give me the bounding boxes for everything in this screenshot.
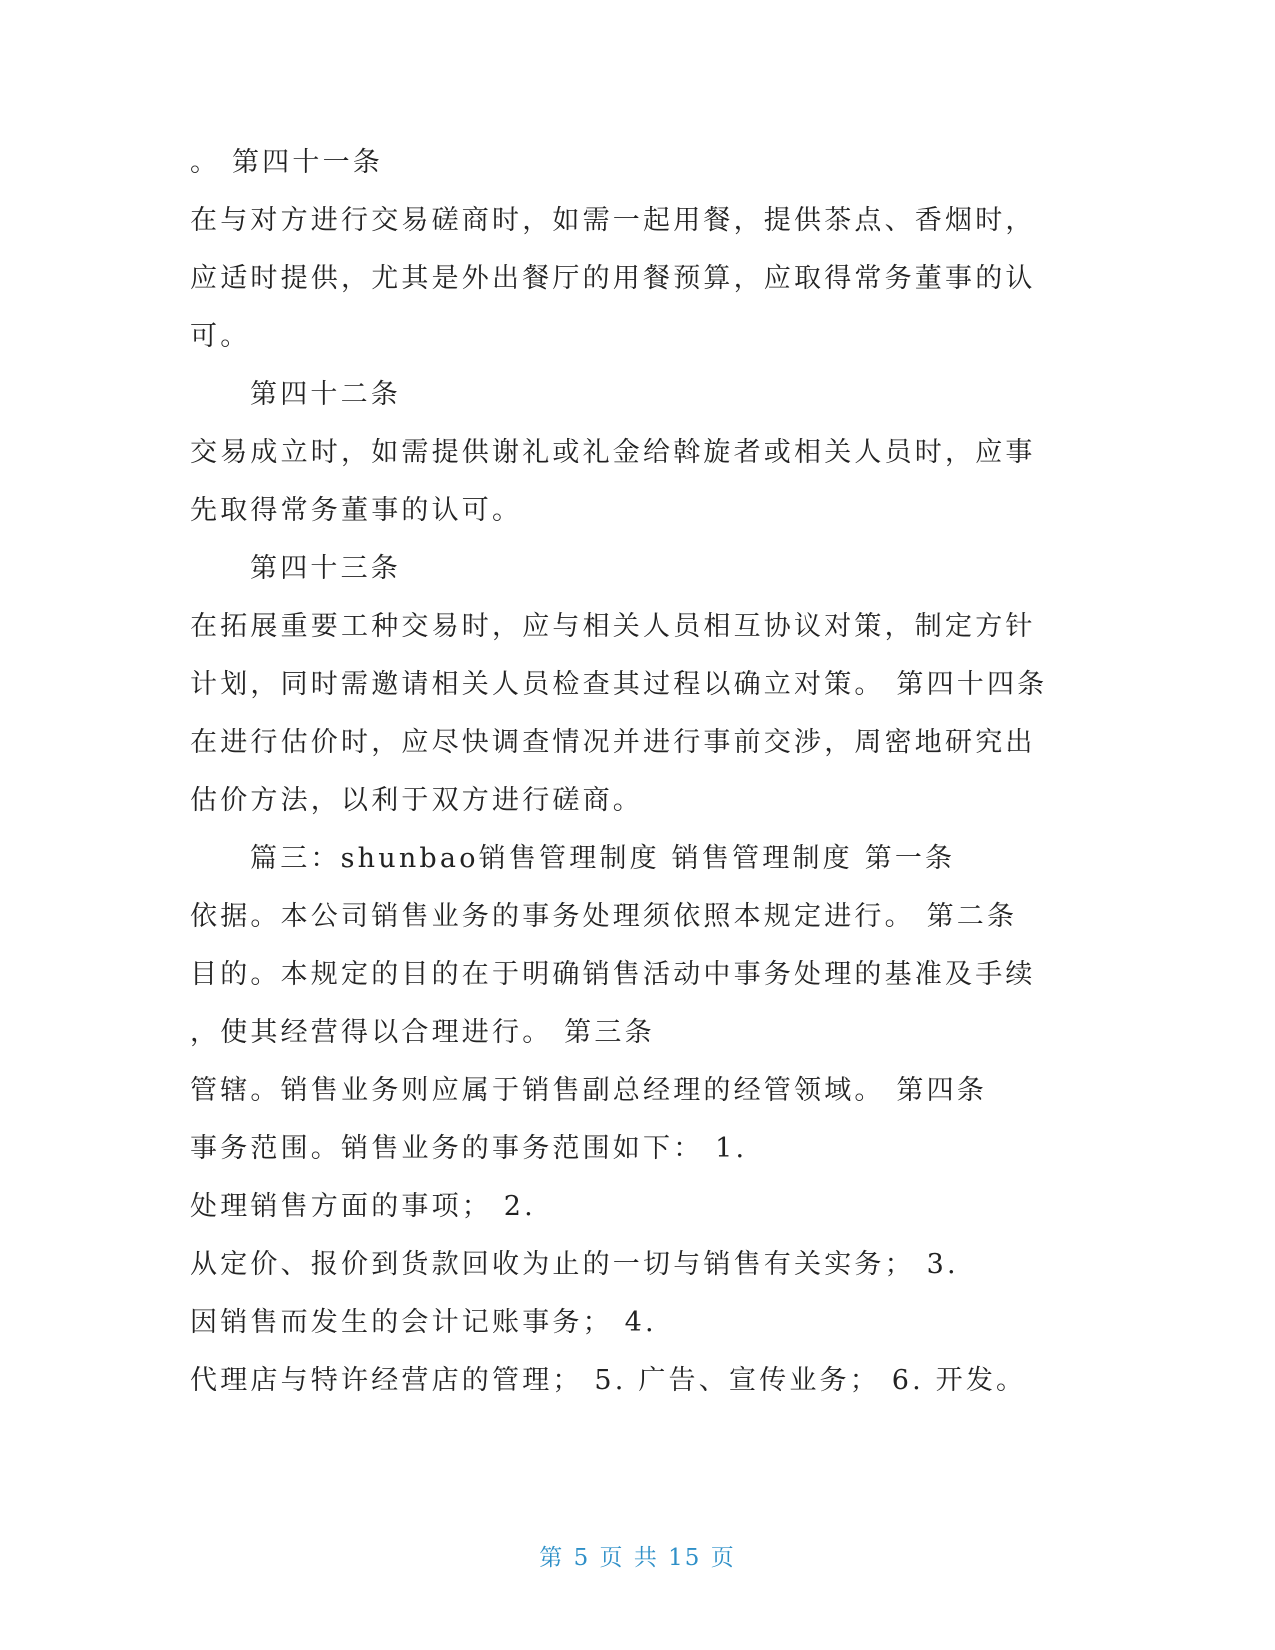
- text-line-19: 处理销售方面的事项； 2.: [190, 1191, 536, 1222]
- text-line-3: 应适时提供，尤其是外出餐厅的用餐预算，应取得常务董事的认: [190, 263, 1036, 294]
- text-line-17: 管辖。销售业务则应属于销售副总经理的经管领域。 第四条: [190, 1075, 987, 1106]
- section-heading-part-three: 篇三：shunbao销售管理制度 销售管理制度 第一条: [250, 843, 956, 874]
- text-line-2: 在与对方进行交易磋商时，如需一起用餐，提供茶点、香烟时，: [190, 205, 1036, 236]
- text-line-18: 事务范围。销售业务的事务范围如下： 1.: [190, 1133, 748, 1164]
- text-line-14: 依据。本公司销售业务的事务处理须依照本规定进行。 第二条: [190, 901, 1018, 932]
- text-line-7: 先取得常务董事的认可。: [190, 495, 523, 526]
- text-line-12: 估价方法，以利于双方进行磋商。: [190, 785, 643, 816]
- text-line-20: 从定价、报价到货款回收为止的一切与销售有关实务； 3.: [190, 1249, 959, 1280]
- text-line-15: 目的。本规定的目的在于明确销售活动中事务处理的基准及手续: [190, 959, 1036, 990]
- article-heading-43: 第四十三条: [250, 553, 401, 584]
- text-line-10: 计划，同时需邀请相关人员检查其过程以确立对策。 第四十四条: [190, 669, 1048, 700]
- text-line-4: 可。: [190, 321, 251, 352]
- text-line-22: 代理店与特许经营店的管理； 5. 广告、宣传业务； 6. 开发。: [190, 1365, 1027, 1396]
- text-line-21: 因销售而发生的会计记账事务； 4.: [190, 1307, 657, 1338]
- text-line-1: 。 第四十一条: [190, 147, 383, 178]
- article-heading-42: 第四十二条: [250, 379, 401, 410]
- text-line-16: ，使其经营得以合理进行。 第三条: [190, 1017, 655, 1048]
- page-number-footer: 第 5 页 共 15 页: [539, 1545, 736, 1571]
- text-line-11: 在进行估价时，应尽快调查情况并进行事前交涉，周密地研究出: [190, 727, 1036, 758]
- text-line-6: 交易成立时，如需提供谢礼或礼金给斡旋者或相关人员时，应事: [190, 437, 1036, 468]
- text-line-9: 在拓展重要工种交易时，应与相关人员相互协议对策，制定方针: [190, 611, 1036, 642]
